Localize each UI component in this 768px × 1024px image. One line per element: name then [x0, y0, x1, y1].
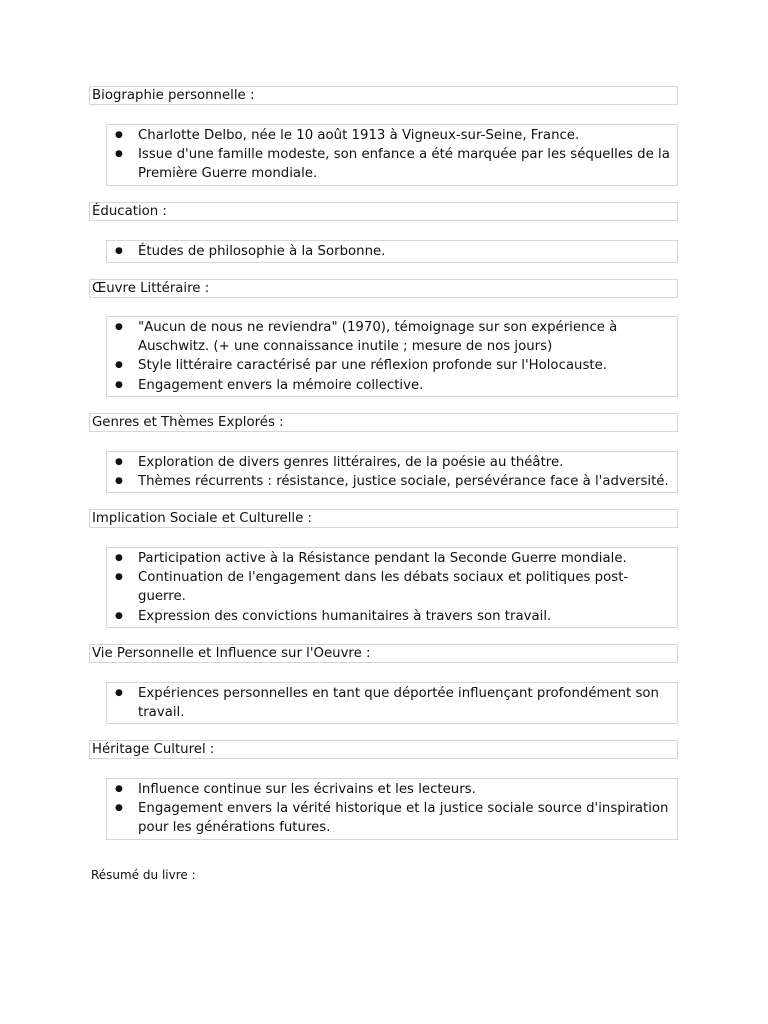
section-heading-education: Éducation :: [89, 202, 678, 221]
bullet-icon: ●: [115, 572, 123, 583]
section-list-biographie: [106, 124, 678, 186]
list-item-text: Influence continue sur les écrivains et les lecteurs.: [138, 782, 476, 797]
list-item: [107, 242, 677, 261]
list-item: [107, 453, 677, 472]
bullet-icon: ●: [115, 457, 123, 467]
list-item-text: Issue d'une famille modeste, son enfance a été marquée par les séquelles de la Première Guerre mondiale.: [138, 147, 670, 182]
list-item-text: Thèmes récurrents : résistance, justice sociale, persévérance face à l'adversité.: [138, 474, 669, 490]
resume-heading: Résumé du livre :: [91, 868, 196, 882]
section-list-heritage: [106, 778, 678, 840]
list-item: [107, 607, 677, 626]
list-item-text: Continuation de l'engagement dans les débats sociaux et politiques post-guerre.: [138, 570, 629, 605]
list-item: [107, 356, 677, 375]
list-item: [107, 549, 677, 568]
list-item-text: Exploration de divers genres littéraires, de la poésie au théâtre.: [138, 455, 564, 470]
list-item-text: Participation active à la Résistance pendant la Seconde Guerre mondiale.: [138, 551, 627, 566]
bullet-icon: ●: [115, 803, 123, 814]
bullet-icon: ●: [115, 130, 123, 140]
list-item-text: Engagement envers la vérité historique et la justice sociale source d'inspiration pour les générations futures.: [138, 801, 669, 836]
section-list-vie-personnelle: [106, 682, 678, 724]
list-item: [107, 799, 677, 837]
bullet-icon: ●: [115, 610, 123, 621]
section-list-genres: [106, 451, 678, 493]
section-list-oeuvre: [106, 316, 678, 397]
list-item-text: Style littéraire caractérisé par une réflexion profonde sur l'Holocauste.: [138, 358, 608, 374]
list-item-text: Études de philosophie à la Sorbonne.: [138, 244, 386, 259]
bullet-icon: ●: [115, 476, 123, 487]
section-heading-oeuvre: Œuvre Littéraire :: [89, 279, 678, 298]
list-item-text: "Aucun de nous ne reviendra" (1970), témoignage sur son expérience à Auschwitz. (+ une connaissance inutile ; mesure de nos jours): [138, 320, 618, 355]
section-heading-vie-personnelle: Vie Personnelle et Influence sur l'Oeuvre :: [89, 644, 678, 663]
bullet-icon: ●: [115, 149, 123, 160]
list-item: [107, 684, 677, 722]
section-list-education: [106, 240, 678, 263]
section-heading-genres: Genres et Thèmes Explorés :: [89, 413, 678, 432]
bullet-icon: ●: [115, 379, 123, 390]
section-heading-heritage: Héritage Culturel :: [89, 740, 678, 759]
bullet-icon: ●: [115, 246, 123, 256]
bullet-icon: ●: [115, 688, 123, 698]
list-item: [107, 376, 677, 395]
list-item: [107, 126, 677, 145]
list-item-text: Charlotte Delbo, née le 10 août 1913 à Vigneux-sur-Seine, France.: [138, 128, 580, 143]
section-list-implication: [106, 547, 678, 628]
section-heading-biographie: Biographie personnelle :: [89, 86, 678, 105]
section-heading-implication: Implication Sociale et Culturelle :: [89, 509, 678, 528]
list-item-text: Engagement envers la mémoire collective.: [138, 377, 424, 393]
list-item: [107, 318, 677, 356]
list-item: [107, 780, 677, 799]
list-item: [107, 568, 677, 606]
bullet-icon: ●: [115, 360, 123, 371]
bullet-icon: ●: [115, 784, 123, 794]
list-item-text: Expression des convictions humanitaires à travers son travail.: [138, 608, 552, 624]
bullet-icon: ●: [115, 322, 123, 332]
list-item: [107, 472, 677, 491]
list-item: [107, 145, 677, 183]
bullet-icon: ●: [115, 553, 123, 563]
list-item-text: Expériences personnelles en tant que déportée influençant profondément son travail.: [138, 686, 659, 721]
